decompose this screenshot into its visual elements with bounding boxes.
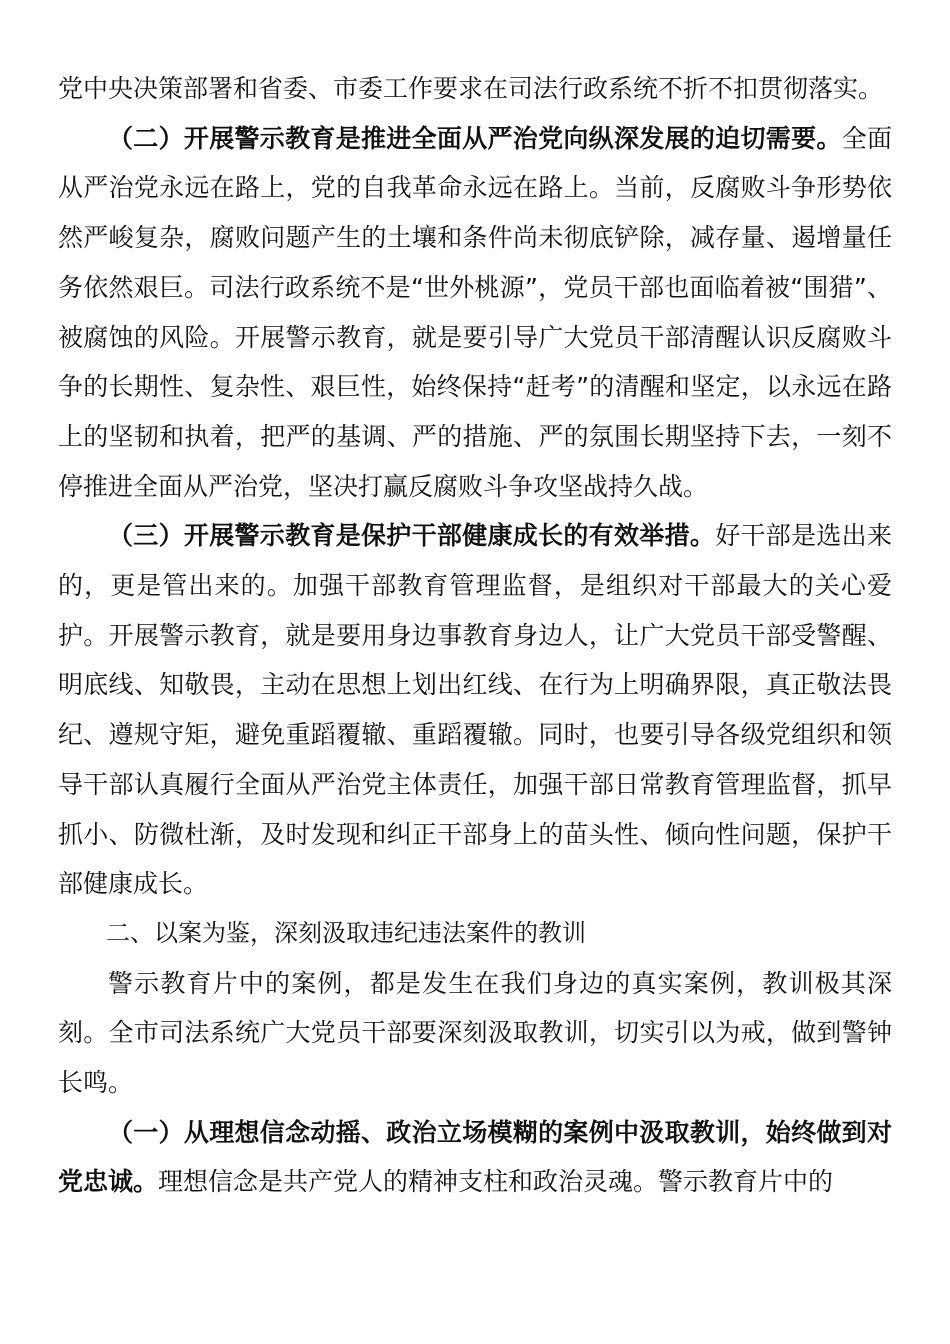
section-heading (58, 909, 892, 959)
section-heading-text: 二、以案为鉴，深刻汲取违纪违法案件的教训 (106, 918, 586, 947)
paragraph-intro (58, 959, 892, 1108)
paragraph-section-2 (58, 114, 892, 512)
paragraph-lead-heading: （一）从理想信念动摇、政治立场模糊的案例中汲取教训，始终做到对党忠诚。 (58, 1117, 892, 1197)
paragraph-lead-heading: （二）开展警示教育是推进全面从严治党向纵深发展的迫切需要。 (108, 123, 842, 153)
paragraph-text: 好干部是选出来的，更是管出来的。加强干部教育管理监督，是组织对干部最大的关心爱护。开展警示教育，就是要用身边事教育身边人，让广大党员干部受警醒、明底线、知敬畏，主动在思想上划出红线、在行为上明确界限，真正敬法畏纪、遵规守矩，避免重蹈覆辙、重蹈覆辙。同时，也要引导各级党组织和领导干部认真履行全面从严治党主体责任，加强干部日常教育管理监督，抓早抓小、防微杜渐，及时发现和纠正干部身上的苗头性、倾向性问题，保护干部健康成长。 (58, 521, 892, 899)
paragraph-text: 党中央决策部署和省委、市委工作要求在司法行政系统不折不扣贯彻落实。 (58, 74, 884, 103)
paragraph-lead-heading: （三）开展警示教育是保护干部健康成长的有效举措。 (108, 521, 716, 551)
document-page (58, 64, 892, 1207)
paragraph-text: 警示教育片中的案例，都是发生在我们身边的真实案例，教训极其深刻。全市司法系统广大党员干部要深刻汲取教训，切实引以为戒，做到警钟长鸣。 (58, 968, 892, 1098)
paragraph-text: 全面从严治党永远在路上，党的自我革命永远在路上。当前，反腐败斗争形势依然严峻复杂，腐败问题产生的土壤和条件尚未彻底铲除，减存量、遏增量任务依然艰巨。司法行政系统不是“世外桃源”，党员干部也面临着被“围猎”、被腐蚀的风险。开展警示教育，就是要引导广大党员干部清醒认识反腐败斗争的长期性、复杂性、艰巨性，始终保持“赶考”的清醒和坚定，以永远在路上的坚韧和执着，把严的基调、严的措施、严的氛围长期坚持下去，一刻不停推进全面从严治党，坚决打赢反腐败斗争攻坚战持久战。 (58, 123, 892, 501)
paragraph-section-3 (58, 511, 892, 909)
paragraph-continuation (58, 64, 892, 114)
paragraph-subsection-1 (58, 1108, 892, 1207)
paragraph-text: 理想信念是共产党人的精神支柱和政治灵魂。警示教育片中的 (158, 1167, 834, 1197)
